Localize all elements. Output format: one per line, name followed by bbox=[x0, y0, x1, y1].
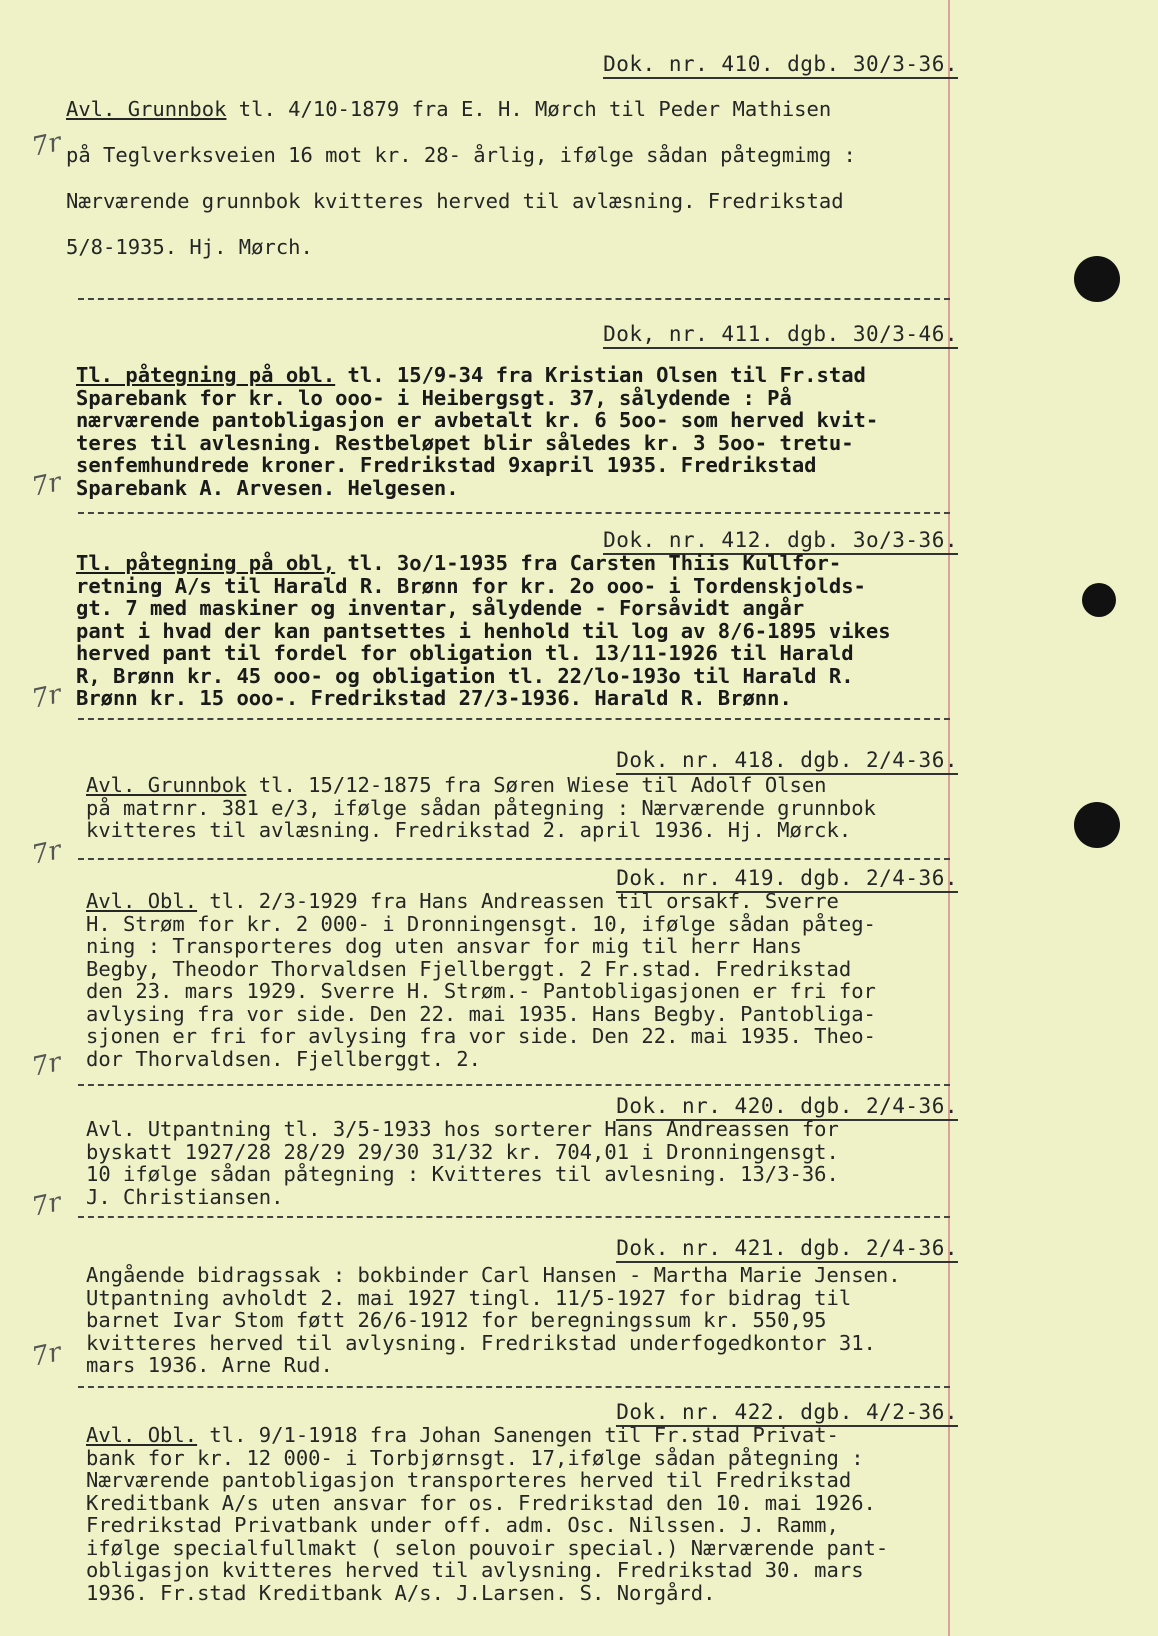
margin-mark: 7r bbox=[29, 679, 64, 715]
separator bbox=[78, 858, 950, 860]
margin-mark: 7r bbox=[29, 1337, 64, 1373]
entry-heading: Dok. nr. 422. dgb. 4/2-36. bbox=[616, 1400, 958, 1427]
margin-mark: 7r bbox=[29, 127, 64, 163]
entry-heading: Dok. nr. 418. dgb. 2/4-36. bbox=[616, 748, 958, 775]
entry-body: Avl. Utpantning tl. 3/5-1933 hos sorterer Hans Andreassen for byskatt 1927/28 28/29 29/30 31/32 kr. 704,01 i Dronningensgt. 10 ifølge sådan påtegning : Kvitteres til avlesning. 13/3-36. J. Christiansen. bbox=[86, 1117, 839, 1209]
entry-body: Avl. Grunnbok tl. 15/12-1875 fra Søren Wiese til Adolf Olsen på matrnr. 381 e/3, ifølge sådan påtegning : Nærværende grunnbok kvitteres til avlæsning. Fredrikstad 2. april 1936. Hj. Mørck. bbox=[86, 773, 876, 842]
entry-heading: Dok. nr. 410. dgb. 30/3-36. bbox=[603, 52, 958, 79]
punch-hole bbox=[1074, 256, 1120, 302]
margin-mark: 7r bbox=[29, 1047, 64, 1083]
entry-body: Angående bidragssak : bokbinder Carl Hansen - Martha Marie Jensen. Utpantning avholdt 2. mai 1927 tingl. 11/5-1927 for bidrag til barnet Ivar Stom føtt 26/6-1912 for beregningssum kr. 550,95 kvitteres herved til avlysning. Fredrikstad underfogedkontor 31. mars 1936. Arne Rud. bbox=[86, 1263, 901, 1377]
entry-heading: Dok, nr. 411. dgb. 30/3-46. bbox=[603, 322, 958, 349]
entry-body: Tl. påtegning på obl. tl. 15/9-34 fra Kristian Olsen til Fr.stad Sparebank for kr. lo ooo- i Heibergsgt. 37, sålydende : På nærværende pantobligasjon er avbetalt kr. 6 5oo- som herved kvit- teres til avlesning. Restbeløpet blir således kr. 3 5oo- tretu- senfemhundrede kroner. Fredrikstad 9xapril 1935. Fredrikstad Sparebank A. Arvesen. Helgesen. bbox=[76, 363, 879, 500]
margin-mark: 7r bbox=[29, 1187, 64, 1223]
punch-hole bbox=[1082, 583, 1116, 617]
margin-mark: 7r bbox=[29, 467, 64, 503]
entry-heading: Dok. nr. 420. dgb. 2/4-36. bbox=[616, 1094, 958, 1121]
entry-heading: Dok. nr. 419. dgb. 2/4-36. bbox=[616, 866, 958, 893]
margin-mark: 7r bbox=[29, 835, 64, 871]
separator bbox=[78, 1084, 950, 1086]
entry-body: Tl. påtegning på obl, tl. 3o/1-1935 fra Carsten Thiis Kullfor- retning A/s til Harald R. Brønn for kr. 2o ooo- i Tordenskjolds- gt. 7 med maskiner og inventar, sålydende - Forsåvidt angår pant i hvad der kan pantsettes i henhold til log av 8/6-1895 vikes herved pant til fordel for obligation tl. 13/11-1926 til Harald R, Brønn kr. 45 ooo- og obligation tl. 22/lo-193o til Harald R. Brønn kr. 15 ooo-. Fredrikstad 27/3-1936. Harald R. Brønn. bbox=[76, 551, 891, 710]
separator bbox=[78, 1216, 950, 1218]
separator bbox=[78, 1386, 950, 1388]
separator bbox=[78, 298, 950, 300]
entry-body: Avl. Obl. tl. 9/1-1918 fra Johan Sanengen til Fr.stad Privat- bank for kr. 12 000- i Torbjørnsgt. 17,ifølge sådan påtegning : Nærværende pantobligasjon transporteres herved til Fredrikstad Kreditbank A/s uten ansvar for os. Fredrikstad den 10. mai 1926. Fredrikstad Privatbank under off. adm. Osc. Nilssen. J. Ramm, ifølge specialfullmakt ( selon pouvoir special.) Nærværende pant- obligasjon kvitteres herved til avlysning. Fredrikstad 30. mars 1936. Fr.stad Kreditbank A/s. J.Larsen. S. Norgård. bbox=[86, 1423, 889, 1605]
punch-hole bbox=[1074, 802, 1120, 848]
entry-body: Avl. Grunnbok tl. 4/10-1879 fra E. H. Mørch til Peder Mathisen på Teglverksveien 16 mot kr. 28- årlig, ifølge sådan påtegmimg : Nærværende grunnbok kvitteres herved til avlæsning. Fredrikstad 5/8-1935. Hj. Mørch. bbox=[66, 97, 856, 259]
separator bbox=[78, 512, 950, 514]
entry-body: Avl. Obl. tl. 2/3-1929 fra Hans Andreassen til orsakf. Sverre H. Strøm for kr. 2 000- i Dronningensgt. 10, ifølge sådan påteg- ning : Transporteres dog uten ansvar for mig til herr Hans Begby, Theodor Thorvaldsen Fjellberggt. 2 Fr.stad. Fredrikstad den 23. mars 1929. Sverre H. Strøm.- Pantobligasjonen er fri for avlysing fra vor side. Den 22. mai 1935. Hans Begby. Pantobliga- sjonen er fri for avlysing fra vor side. Den 22. mai 1935. Theo- dor Thorvaldsen. Fjellberggt. 2. bbox=[86, 889, 876, 1071]
entry-heading: Dok. nr. 412. dgb. 3o/3-36. bbox=[603, 528, 958, 555]
entry-heading: Dok. nr. 421. dgb. 2/4-36. bbox=[616, 1236, 958, 1263]
separator bbox=[78, 718, 950, 720]
